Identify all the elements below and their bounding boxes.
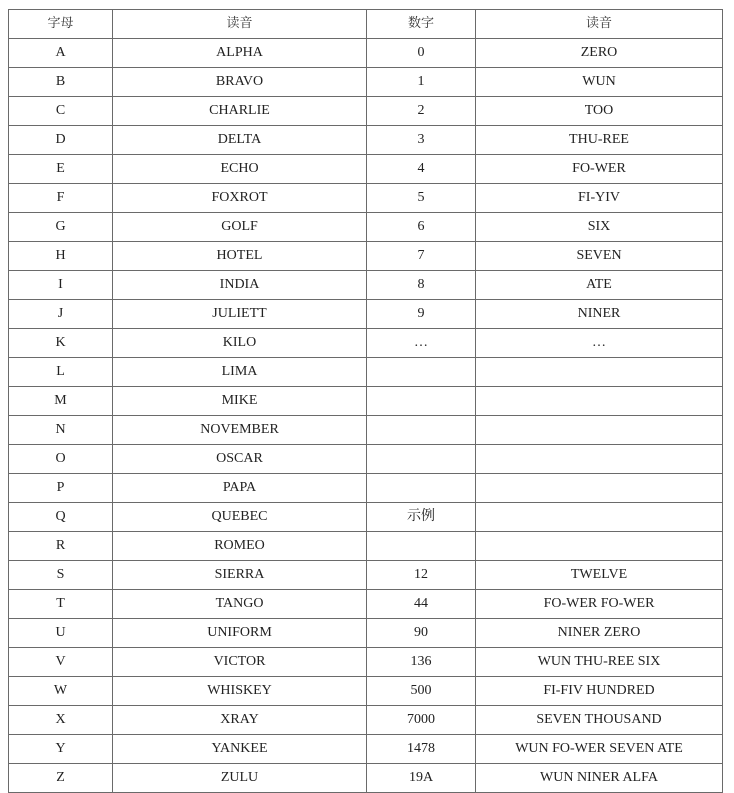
number-cell [367, 474, 476, 503]
number-pronunciation-cell [476, 474, 723, 503]
table-row [9, 155, 723, 184]
table-row [9, 590, 723, 619]
phonetic-alphabet-table-container [8, 9, 722, 793]
number-cell: 2 [367, 97, 476, 126]
table-row [9, 126, 723, 155]
table-row [9, 97, 723, 126]
letter-pronunciation-cell: JULIETT [113, 300, 367, 329]
number-cell [367, 445, 476, 474]
number-cell: 1 [367, 68, 476, 97]
number-cell: 12 [367, 561, 476, 590]
letter-pronunciation-cell: LIMA [113, 358, 367, 387]
number-cell: 19A [367, 764, 476, 793]
number-cell: 7 [367, 242, 476, 271]
letter-cell: O [9, 445, 113, 474]
header-letter-pronunciation: 读音 [113, 10, 367, 39]
table-row [9, 387, 723, 416]
table-row [9, 503, 723, 532]
number-cell [367, 387, 476, 416]
letter-cell: D [9, 126, 113, 155]
number-pronunciation-cell: FO-WER FO-WER [476, 590, 723, 619]
letter-cell: H [9, 242, 113, 271]
letter-pronunciation-cell: ECHO [113, 155, 367, 184]
number-cell: 1478 [367, 735, 476, 764]
letter-cell: F [9, 184, 113, 213]
number-pronunciation-cell: NINER [476, 300, 723, 329]
table-row [9, 358, 723, 387]
letter-cell: J [9, 300, 113, 329]
header-letter: 字母 [9, 10, 113, 39]
number-cell: 90 [367, 619, 476, 648]
number-pronunciation-cell [476, 358, 723, 387]
number-pronunciation-cell: … [476, 329, 723, 358]
letter-pronunciation-cell: CHARLIE [113, 97, 367, 126]
letter-pronunciation-cell: MIKE [113, 387, 367, 416]
table-row [9, 677, 723, 706]
table-row [9, 39, 723, 68]
letter-cell: V [9, 648, 113, 677]
table-row [9, 648, 723, 677]
number-pronunciation-cell [476, 503, 723, 532]
letter-cell: E [9, 155, 113, 184]
letter-cell: P [9, 474, 113, 503]
letter-cell: K [9, 329, 113, 358]
letter-pronunciation-cell: FOXROT [113, 184, 367, 213]
letter-pronunciation-cell: SIERRA [113, 561, 367, 590]
letter-pronunciation-cell: VICTOR [113, 648, 367, 677]
letter-pronunciation-cell: KILO [113, 329, 367, 358]
number-cell: 6 [367, 213, 476, 242]
letter-pronunciation-cell: INDIA [113, 271, 367, 300]
letter-pronunciation-cell: YANKEE [113, 735, 367, 764]
letter-cell: Y [9, 735, 113, 764]
letter-pronunciation-cell: HOTEL [113, 242, 367, 271]
letter-cell: X [9, 706, 113, 735]
number-cell: 44 [367, 590, 476, 619]
letter-cell: C [9, 97, 113, 126]
table-row [9, 445, 723, 474]
number-cell [367, 416, 476, 445]
number-pronunciation-cell: FI-FIV HUNDRED [476, 677, 723, 706]
number-cell: 8 [367, 271, 476, 300]
number-cell: … [367, 329, 476, 358]
letter-cell: U [9, 619, 113, 648]
table-row [9, 300, 723, 329]
table-row [9, 416, 723, 445]
number-pronunciation-cell: WUN FO-WER SEVEN ATE [476, 735, 723, 764]
letter-pronunciation-cell: QUEBEC [113, 503, 367, 532]
number-cell [367, 532, 476, 561]
table-row [9, 561, 723, 590]
table-row [9, 474, 723, 503]
letter-cell: A [9, 39, 113, 68]
table-row [9, 735, 723, 764]
number-pronunciation-cell: WUN NINER ALFA [476, 764, 723, 793]
number-pronunciation-cell: WUN THU-REE SIX [476, 648, 723, 677]
letter-cell: Z [9, 764, 113, 793]
table-row [9, 68, 723, 97]
table-row [9, 242, 723, 271]
number-pronunciation-cell [476, 387, 723, 416]
letter-pronunciation-cell: XRAY [113, 706, 367, 735]
number-pronunciation-cell: FI-YIV [476, 184, 723, 213]
letter-pronunciation-cell: ROMEO [113, 532, 367, 561]
letter-cell: T [9, 590, 113, 619]
letter-cell: R [9, 532, 113, 561]
number-cell: 4 [367, 155, 476, 184]
table-row [9, 184, 723, 213]
letter-pronunciation-cell: ZULU [113, 764, 367, 793]
number-pronunciation-cell: TWELVE [476, 561, 723, 590]
letter-cell: L [9, 358, 113, 387]
number-pronunciation-cell: TOO [476, 97, 723, 126]
number-pronunciation-cell [476, 532, 723, 561]
phonetic-alphabet-table [8, 9, 723, 793]
table-header-row [9, 10, 723, 39]
letter-pronunciation-cell: PAPA [113, 474, 367, 503]
number-pronunciation-cell: ZERO [476, 39, 723, 68]
number-pronunciation-cell: ATE [476, 271, 723, 300]
number-cell: 0 [367, 39, 476, 68]
number-cell: 136 [367, 648, 476, 677]
letter-cell: S [9, 561, 113, 590]
table-row [9, 329, 723, 358]
table-row [9, 532, 723, 561]
number-cell: 5 [367, 184, 476, 213]
number-pronunciation-cell [476, 416, 723, 445]
letter-cell: W [9, 677, 113, 706]
letter-pronunciation-cell: BRAVO [113, 68, 367, 97]
number-cell: 9 [367, 300, 476, 329]
header-number: 数字 [367, 10, 476, 39]
number-pronunciation-cell: FO-WER [476, 155, 723, 184]
letter-pronunciation-cell: ALPHA [113, 39, 367, 68]
letter-pronunciation-cell: GOLF [113, 213, 367, 242]
table-body [9, 39, 723, 793]
table-row [9, 213, 723, 242]
table-row [9, 271, 723, 300]
letter-cell: M [9, 387, 113, 416]
number-cell: 示例 [367, 503, 476, 532]
letter-cell: G [9, 213, 113, 242]
letter-pronunciation-cell: TANGO [113, 590, 367, 619]
number-cell: 3 [367, 126, 476, 155]
number-pronunciation-cell: SEVEN [476, 242, 723, 271]
number-pronunciation-cell [476, 445, 723, 474]
letter-cell: B [9, 68, 113, 97]
number-cell: 500 [367, 677, 476, 706]
number-pronunciation-cell: SIX [476, 213, 723, 242]
letter-cell: Q [9, 503, 113, 532]
letter-pronunciation-cell: OSCAR [113, 445, 367, 474]
letter-pronunciation-cell: NOVEMBER [113, 416, 367, 445]
number-pronunciation-cell: WUN [476, 68, 723, 97]
number-pronunciation-cell: NINER ZERO [476, 619, 723, 648]
table-row [9, 764, 723, 793]
number-cell [367, 358, 476, 387]
table-row [9, 706, 723, 735]
letter-pronunciation-cell: DELTA [113, 126, 367, 155]
letter-cell: N [9, 416, 113, 445]
number-cell: 7000 [367, 706, 476, 735]
header-number-pronunciation: 读音 [476, 10, 723, 39]
letter-pronunciation-cell: WHISKEY [113, 677, 367, 706]
letter-cell: I [9, 271, 113, 300]
table-row [9, 619, 723, 648]
letter-pronunciation-cell: UNIFORM [113, 619, 367, 648]
number-pronunciation-cell: THU-REE [476, 126, 723, 155]
number-pronunciation-cell: SEVEN THOUSAND [476, 706, 723, 735]
